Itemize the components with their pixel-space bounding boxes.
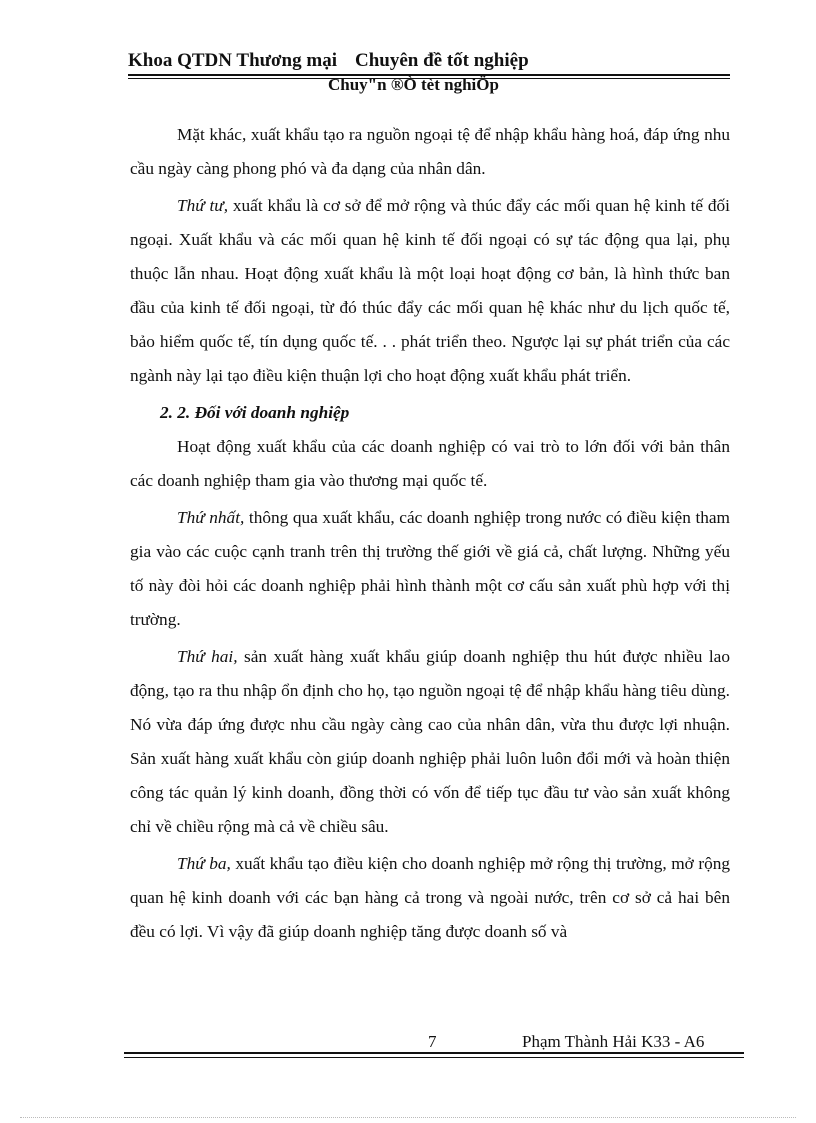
header-garbled-title: Chuy"n ®Ò tèt nghiÖp (328, 75, 499, 94)
paragraph-lead: Thứ nhất, (177, 508, 245, 527)
page-header (128, 50, 730, 94)
paragraph (130, 847, 730, 949)
paragraph (130, 118, 730, 186)
paragraph-text: sản xuất hàng xuất khẩu giúp doanh nghiệp thu hút được nhiều lao động, tạo ra thu nhập ổn định cho họ, tạo nguồn ngoại tệ để nhập khẩu hàng tiêu dùng. Nó vừa đáp ứng được nhu cầu ngày càng cao của nhân dân, vừa thu được lợi nhuận. Sản xuất hàng xuất khẩu còn giúp doanh nghiệp phải luôn luôn đổi mới và hoàn thiện công tác quản lý kinh doanh, đồng thời có vốn để tiếp tục đầu tư vào sản xuất không chỉ về chiều rộng mà cả về chiều sâu. (130, 647, 730, 836)
paragraph-lead: Thứ tư, (177, 196, 229, 215)
paragraph (130, 430, 730, 498)
page-bottom-dotted-line (20, 1117, 796, 1118)
section-heading: 2. 2. Đối với doanh nghiệp (160, 403, 350, 422)
paragraph-text: xuất khẩu tạo điều kiện cho doanh nghiệp mở rộng thị trường, mở rộng quan hệ kinh doanh với các bạn hàng cả trong và ngoài nước, trên cơ sở cả hai bên đều có lợi. Vì vậy đã giúp doanh nghiệp tăng được doanh số và (130, 854, 730, 941)
paragraph-text: thông qua xuất khẩu, các doanh nghiệp trong nước có điều kiện tham gia vào các cuộc cạnh tranh trên thị trường thế giới về giá cả, chất lượng. Những yếu tố này đòi hỏi các doanh nghiệp phải hình thành một cơ cấu sản xuất phù hợp với thị trường. (130, 508, 730, 629)
document-body (130, 118, 730, 952)
paragraph (130, 640, 730, 844)
footer-rule-thick (124, 1052, 744, 1054)
header-thesis-type: Chuyên đề tốt nghiệp (354, 50, 529, 71)
paragraph-lead: Thứ hai, (177, 647, 238, 666)
header-faculty: Khoa QTDN Thương mại (128, 50, 337, 71)
paragraph (130, 501, 730, 637)
paragraph-text: Hoạt động xuất khẩu của các doanh nghiệp có vai trò to lớn đối với bản thân các doanh nghiệp tham gia vào thương mại quốc tế. (130, 437, 730, 490)
page-footer (124, 1032, 744, 1062)
header-title-line (128, 50, 730, 72)
footer-author: Phạm Thành Hải K33 - A6 (522, 1032, 705, 1051)
paragraph (130, 189, 730, 393)
paragraph-text: Mặt khác, xuất khẩu tạo ra nguồn ngoại tệ để nhập khẩu hàng hoá, đáp ứng nhu cầu ngày càng phong phó và đa dạng của nhân dân. (130, 125, 730, 178)
page-number: 7 (428, 1032, 437, 1051)
footer-rule-thin (124, 1057, 744, 1058)
paragraph-text: xuất khẩu là cơ sở để mở rộng và thúc đẩy các mối quan hệ kinh tế đối ngoại. Xuất khẩu và các mối quan hệ kinh tế đối ngoại có sự tác động qua lại, phụ thuộc lẫn nhau. Hoạt động xuất khẩu là một loại hoạt động cơ bản, là hình thức ban đầu của kinh tế đối ngoại, từ đó thúc đẩy các mối quan hệ khác như du lịch quốc tế, bảo hiểm quốc tế, tín dụng quốc tế. . . phát triển theo. Ngược lại sự phát triển của các ngành này lại tạo điều kiện thuận lợi cho hoạt động xuất khẩu phát triển. (130, 196, 730, 385)
paragraph-lead: Thứ ba, (177, 854, 231, 873)
